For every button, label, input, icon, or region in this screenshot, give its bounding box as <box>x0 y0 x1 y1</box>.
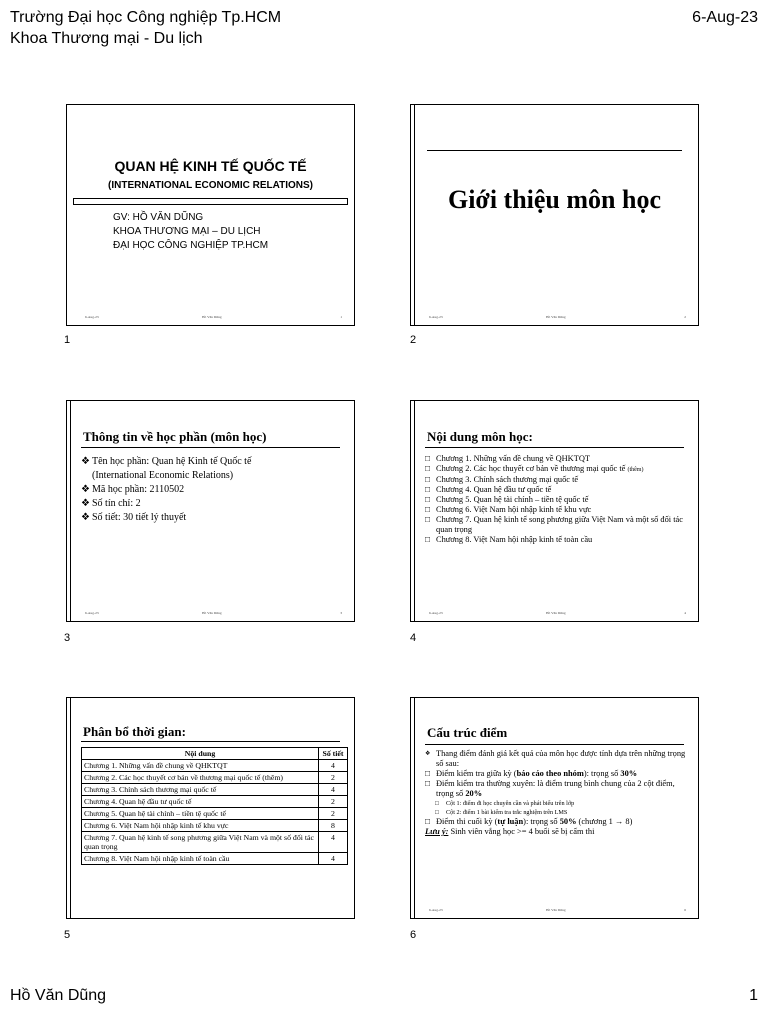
slide-1-subtitle: (INTERNATIONAL ECONOMIC RELATIONS) <box>108 180 313 191</box>
slide-left-bar <box>70 698 71 918</box>
slide-left-bar <box>414 105 415 325</box>
table-row: Chương 3. Chính sách thương mại quốc tế 4 <box>82 784 348 796</box>
slide-number: 1 <box>64 334 71 346</box>
list-item: □ Chương 1. Những vấn đề chung về QHKTQT <box>425 454 590 463</box>
slide-4-title: Nội dung môn học: <box>427 429 533 444</box>
list-item: (International Economic Relations) <box>92 470 234 481</box>
list-item: □ Chương 4. Quan hệ đầu tư quốc tế <box>425 485 552 494</box>
list-item: ❖ Thang điểm đánh giá kết quả của môn học được tính dựa trên những trọng số sau: <box>425 749 686 768</box>
table-row: Chương 5. Quan hệ tài chính – tiền tệ quốc tế 2 <box>82 808 348 820</box>
list-item: ❖ Số tiết: 30 tiết lý thuyết <box>81 512 187 523</box>
lecturer-info <box>113 211 268 253</box>
school-name: Trường Đại học Công nghiệp Tp.HCM <box>10 9 282 26</box>
square-bullet-icon: □ <box>425 535 431 544</box>
square-bullet-icon: □ <box>435 809 439 816</box>
slide-left-bar <box>414 698 415 918</box>
list-item: ❖ Số tín chỉ: 2 <box>81 498 141 509</box>
list-item: □ Chương 8. Việt Nam hội nhập kinh tế toàn cầu <box>425 535 593 544</box>
time-allocation-table <box>81 747 348 865</box>
slide-left-bar <box>414 401 415 621</box>
list-item: □ Điểm kiểm tra thường xuyên: là điểm trung bình chung của 2 cột điểm, trọng số 20% <box>425 779 675 798</box>
title-divider <box>73 198 348 205</box>
slide-number: 4 <box>410 632 417 644</box>
slide-number: 2 <box>410 334 417 346</box>
table-row: Chương 2. Các học thuyết cơ bản về thương mại quốc tế (thêm) 2 <box>82 772 348 784</box>
square-bullet-icon: □ <box>425 769 431 778</box>
faculty-name: Khoa Thương mại - Du lịch <box>10 30 203 47</box>
lecturer-line: KHOA THƯƠNG MẠI – DU LỊCH <box>113 226 261 237</box>
diamond-bullet-icon: ❖ <box>81 512 90 523</box>
square-bullet-icon: □ <box>425 454 431 463</box>
square-bullet-icon: □ <box>425 817 431 826</box>
slide-left-bar <box>70 401 71 621</box>
slide-2-rule <box>427 150 682 151</box>
list-item: □ Chương 2. Các học thuyết cơ bản về thương mại quốc tế (thêm) <box>425 464 644 473</box>
table-header-row <box>82 748 348 760</box>
list-item: ❖ Tên học phần: Quan hệ Kinh tế Quốc tế <box>81 456 252 467</box>
slide-3-rule <box>81 447 340 448</box>
list-item: □ Chương 3. Chính sách thương mại quốc tế <box>425 475 579 484</box>
slide-6-title: Cấu trúc điểm <box>427 725 508 740</box>
square-bullet-icon: □ <box>425 495 431 504</box>
square-bullet-icon: □ <box>425 515 431 524</box>
slide-3-title: Thông tin về học phần (môn học) <box>83 429 267 444</box>
footer-author: Hồ Văn Dũng <box>10 987 107 1004</box>
slide-4: Nội dung môn học: □ Chương 1. Những vấn đề chung về QHKTQT □ Chương 2. Các học thuyết cơ bản về thương mại quốc tế (thêm) □ Chương 3. Chính sách thương mại quốc tế □ Chương 4. Quan hệ đầu tư quốc tế □ Chương 5. Quan hệ tài chính – tiền tệ quốc tế □ Chương 6. Việt Nam hội nhập kinh tế khu vực □ Chương 7. Quan hệ kinh tế song phương giữa Việt Nam và một số đối tác quan trọng □ Chương 8. Việt Nam hội nhập kinh tế toàn cầu 6-Aug-23 Hồ Văn Dũng 4 <box>410 400 699 622</box>
list-item: ❖ Mã học phần: 2110502 <box>81 484 185 495</box>
slide-2-title: Giới thiệu môn học <box>447 185 662 214</box>
diamond-bullet-icon: ❖ <box>81 456 90 467</box>
table-row: Chương 7. Quan hệ kinh tế song phương giữa Việt Nam và một số đối tác quan trọng 4 <box>82 832 348 853</box>
lecturer-line: GV: HỒ VĂN DŨNG <box>113 212 204 223</box>
column-header: Số tiết <box>319 748 348 760</box>
square-bullet-icon: □ <box>425 779 431 788</box>
chapter-list <box>425 454 688 545</box>
table-row: Chương 6. Việt Nam hội nhập kinh tế khu vực 8 <box>82 820 348 832</box>
square-bullet-icon: □ <box>425 475 431 484</box>
table-row: Chương 4. Quan hệ đầu tư quốc tế 2 <box>82 796 348 808</box>
slide-5-title: Phân bổ thời gian: <box>83 724 186 739</box>
diamond-bullet-icon: ❖ <box>425 751 431 757</box>
list-item: □ Cột 1: điểm đi học chuyên cần và phát biểu trên lớp <box>435 800 575 807</box>
slide-5-rule <box>81 741 340 742</box>
slide-3: Thông tin về học phần (môn học) ❖ Tên học phần: Quan hệ Kinh tế Quốc tế (International Economic Relations) ❖ Mã học phần: 2110502 ❖ Số tín chỉ: 2 ❖ Số tiết: 30 tiết lý thuyết 6-Aug-23 Hồ Văn Dũng 3 <box>66 400 355 622</box>
diamond-bullet-icon: ❖ <box>81 484 90 495</box>
list-item: □ Chương 5. Quan hệ tài chính – tiền tệ quốc tế <box>425 495 589 504</box>
column-header: Nội dung <box>82 748 319 760</box>
slide-1-title: QUAN HỆ KINH TẾ QUỐC TẾ <box>114 158 307 174</box>
list-item: □ Cột 2: điểm 1 bài kiểm tra trắc nghiệm trên LMS <box>435 809 568 816</box>
list-item: □ Chương 7. Quan hệ kinh tế song phương giữa Việt Nam và một số đối tác quan trọng <box>425 515 683 534</box>
header-date: 6-Aug-23 <box>692 9 758 26</box>
note-item: Lưu ý: Sinh viên vắng học >= 4 buổi sẽ bị cấm thi <box>425 827 595 836</box>
course-info-list <box>81 455 344 525</box>
square-bullet-icon: □ <box>435 800 439 807</box>
table-row: Chương 8. Việt Nam hội nhập kinh tế toàn cầu 4 <box>82 853 348 865</box>
slide-6: Cấu trúc điểm ❖ Thang điểm đánh giá kết quả của môn học được tính dựa trên những trọng số sau: □ Điểm kiểm tra giữa kỳ (báo cáo theo nhóm): trọng số 30% □ Điểm kiểm tra thường xuyên: là điểm trung bình chung của 2 cột điểm, trọng số 20% □ Cột 1: điểm đi học chuyên cần và phát biểu trên lớp □ Cột 2: điểm 1 bài kiểm tra trắc nghiệm trên LMS □ Điểm thi cuối kỳ (tự luận): trọng số 50% (chương 1 → 8) Lưu ý: Sinh viên vắng học >= 4 buổi sẽ bị cấm thi 6-Aug-23 Hồ Văn Dũng 6 <box>410 697 699 919</box>
square-bullet-icon: □ <box>425 464 431 473</box>
list-item: □ Điểm thi cuối kỳ (tự luận): trọng số 50% (chương 1 → 8) <box>425 817 633 826</box>
slide-number: 3 <box>64 632 71 644</box>
slide-number: 5 <box>64 929 71 941</box>
square-bullet-icon: □ <box>425 485 431 494</box>
list-item: □ Điểm kiểm tra giữa kỳ (báo cáo theo nhóm): trọng số 30% <box>425 769 638 778</box>
slide-1: QUAN HỆ KINH TẾ QUỐC TẾ (INTERNATIONAL ECONOMIC RELATIONS) GV: HỒ VĂN DŨNG KHOA THƯƠNG MẠI – DU LỊCH ĐẠI HỌC CÔNG NGHIỆP TP.HCM 6-Aug-23 Hồ Văn Dũng 1 <box>66 104 355 326</box>
slide-4-rule <box>425 447 684 448</box>
slide-6-rule <box>425 744 684 745</box>
table-row: Chương 1. Những vấn đề chung về QHKTQT 4 <box>82 760 348 772</box>
diamond-bullet-icon: ❖ <box>81 498 90 509</box>
lecturer-line: ĐẠI HỌC CÔNG NGHIỆP TP.HCM <box>113 240 269 251</box>
slide-number: 6 <box>410 929 417 941</box>
square-bullet-icon: □ <box>425 505 431 514</box>
slide-5 <box>66 697 355 919</box>
slide-2: Giới thiệu môn học 6-Aug-23 Hồ Văn Dũng 2 <box>410 104 699 326</box>
list-item: □ Chương 6. Việt Nam hội nhập kinh tế khu vực <box>425 505 592 514</box>
footer-page-number: 1 <box>749 987 758 1004</box>
grading-list <box>425 749 688 837</box>
